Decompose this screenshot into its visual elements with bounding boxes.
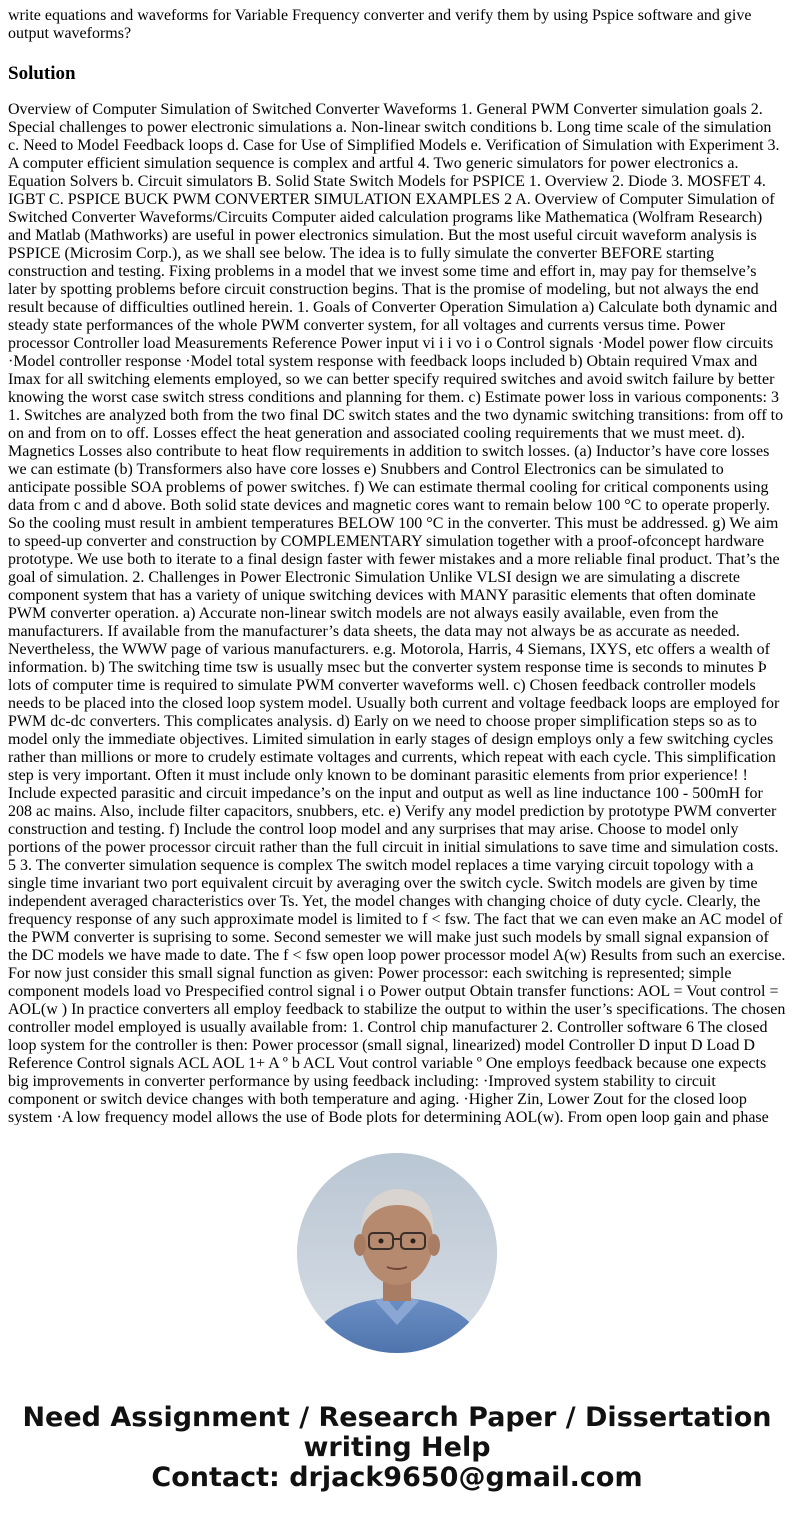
promo-banner <box>0 1403 794 1493</box>
author-photo <box>297 1153 497 1353</box>
solution-body: Overview of Computer Simulation of Switched Converter Waveforms 1. General PWM Converter simulation goals 2. Special challenges to power electronic simulations a. Non-linear switch conditions b. Long time scale of the simulation c. Need to Model Feedback loops d. Case for Use of Simplified Models e. Verification of Simulation with Experiment 3. A computer efficient simulation sequence is complex and artful 4. Two generic simulators for power electronics a. Equation Solvers b. Circuit simulators B. Solid State Switch Models for PSPICE 1. Overview 2. Diode 3. MOSFET 4. IGBT C. PSPICE BUCK PWM CONVERTER SIMULATION EXAMPLES 2 A. Overview of Computer Simulation of Switched Converter Waveforms/Circuits Computer aided calculation programs like Mathematica (Wolfram Research) and Matlab (Mathworks) are useful in power electronics simulation. But the most useful circuit waveform analysis is PSPICE (Microsim Corp.), as we shall see below. The idea is to fully simulate the converter BEFORE starting construction and testing. Fixing problems in a model that we invest some time and effort in, may pay for themselve’s later by spotting problems before circuit construction begins. That is the promise of modeling, but not always the end result because of difficulties outlined herein. 1. Goals of Converter Operation Simulation a) Calculate both dynamic and steady state performances of the whole PWM converter system, for all voltages and currents versus time. Power processor Controller load Measurements Reference Power input vi i i vo i o Control signals ·Model power flow circuits ·Model controller response ·Model total system response with feedback loops included b) Obtain required Vmax and Imax for all switching elements employed, so we can better specify required switches and avoid switch failure by better knowing the worst case switch stress conditions and planning for them. c) Estimate power loss in various components: 3 1. Switches are analyzed both from the two final DC switch states and the two dynamic switching transitions: from off to on and from on to off. Losses effect the heat generation and associated cooling requirements that we must meet. d). Magnetics Losses also contribute to heat flow requirements in addition to switch losses. (a) Inductor’s have core losses we can estimate (b) Transformers also have core losses e) Snubbers and Control Electronics can be simulated to anticipate possible SOA problems of power switches. f) We can estimate thermal cooling for critical components using data from c and d above. Both solid state devices and magnetic cores want to remain below 100 °C to operate properly. So the cooling must result in ambient temperatures BELOW 100 °C in the converter. This must be addressed. g) We aim to speed-up converter and construction by COMPLEMENTARY simulation together with a proof-ofconcept hardware prototype. We use both to iterate to a final design faster with fewer mistakes and a more reliable final product. That’s the goal of simulation. 2. Challenges in Power Electronic Simulation Unlike VLSI design we are simulating a discrete component system that has a variety of unique switching devices with MANY parasitic elements that often dominate PWM converter operation. a) Accurate non-linear switch models are not always easily available, even from the manufacturers. If available from the manufacturer’s data sheets, the data may not always be as accurate as needed. Nevertheless, the WWW page of various manufacturers. e.g. Motorola, Harris, 4 Siemans, IXYS, etc offers a wealth of information. b) The switching time tsw is usually msec but the converter system response time is seconds to minutes Þ lots of computer time is required to simulate PWM converter waveforms well. c) Chosen feedback controller models needs to be placed into the closed loop system model. Usually both current and voltage feedback loops are employed for PWM dc-dc converters. This complicates analysis. d) Early on we need to choose proper simplification steps so as to model only the immediate objectives. Limited simulation in early stages of design employs only a few switching cycles rather than millions or more to crudely estimate voltages and currents, which repeat with each cycle. This simplification step is very important. Often it must include only known to be dominant parasitic elements from prior experience! ! Include expected parasitic and circuit impedance’s on the input and output as well as line inductance 100 - 500mH for 208 ac mains. Also, include filter capacitors, snubbers, etc. e) Verify any model prediction by prototype PWM converter construction and testing. f) Include the control loop model and any surprises that may arise. Choose to model only portions of the power processor circuit rather than the full circuit in initial simulations to save time and simulation costs. 5 3. The converter simulation sequence is complex The switch model replaces a time varying circuit topology with a single time invariant two port equivalent circuit by averaging over the switch cycle. Switch models are given by time independent averaged characteristics over Ts. Yet, the model changes with changing choice of duty cycle. Clearly, the frequency response of any such approximate model is limited to f < fsw. The fact that we can even make an AC model of the PWM converter is suprising to some. Second semester we will make just such models by small signal expansion of the DC models we have made to date. The f < fsw open loop power processor model A(w) Results from such an exercise. For now just consider this small signal function as given: Power processor: each switching is represented; simple component models load vo Prespecified control signal i o Power output Obtain transfer functions: AOL = Vout control = AOL(w ) In practice converters all employ feedback to stabilize the output to within the user’s specifications. The chosen controller model employed is usually available from: 1. Control chip manufacturer 2. Controller software 6 The closed loop system for the controller is then: Power processor (small signal, linearized) model Controller D input D Load D Reference Control signals ACL AOL 1+ A º b ACL Vout control variable º One employs feedback because one expects big improvements in converter performance by using feedback including: ·Improved system stability to circuit component or switch device changes with both temperature and aging. ·Higher Zin, Lower Zout for the closed loop system ·A low frequency model allows the use of Bode plots for determining AOL(w). From open loop gain and phase <box>8 101 786 1125</box>
solution-heading: Solution <box>8 63 76 84</box>
question-text: write equations and waveforms for Variable Frequency converter and verify them by using Pspice software and give output waveforms? <box>8 7 752 42</box>
author-avatar <box>297 1153 497 1353</box>
promo-contact: Contact: drjack9650@gmail.com <box>151 1462 643 1493</box>
promo-line-1: Need Assignment / Research Paper / Dissertation <box>22 1402 772 1433</box>
promo-line-2: writing Help <box>303 1432 491 1463</box>
